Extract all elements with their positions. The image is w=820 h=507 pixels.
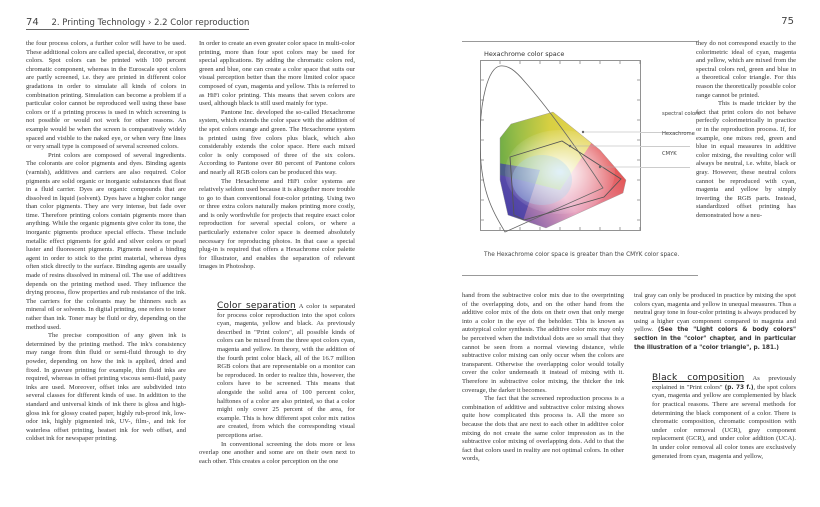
left-column-1 [26,40,186,444]
paragraph: The Hexachrome and HiFi color systems are relatively seldom used because it is altogether more trouble to go to than conventional four-color printing. Using two or three extra colors naturally makes printing more costly, and is only worthwhile for projects that require exact color reproduction for several special colors, or where a particularly extensive color space is deemed absolutely necessary for reproducing photos. In that case a special plug-in is required that offers a Hexachrome color palette for Illustrator, and enables the separation of relevant images in Photoshop. [199,177,355,271]
right-column-1 [462,292,624,464]
callout-hexachrome: Hexachrome [662,131,695,137]
running-head [26,17,249,30]
hexachrome-gamut-diagram [480,60,650,245]
cross-reference: (See the "Light colors & body colors" section in the "color" chapter, and in particular the illustration of a "color triangle", p. 181.) [634,327,796,351]
paragraph: This is made trickier by the fact that print colors do not behave perfectly colorimetrically in practice or in the reproduction process. If, for example, one mixes red, green and blue in equal measures in additive color mixing, the resulting color will always be neutral, i.e. white, black or gray. However, these neutral colors cannot be reproduced with cyan, magenta and yellow by simply inverting the RGB parts. Instead, standardized offset printing has demonstrated how a neu- [696,100,796,219]
figure-title: Hexachrome color space [484,50,565,58]
paragraph-text: tral gray can only be produced in practice by mixing the spot colors cyan, magenta and yellow in unequal measures. Thus a neutral gray tone in four-color printing is always produced by using a higher cyan component compared to magenta and yellow. [634,292,796,334]
callout-cmyk: CMYK [662,151,677,157]
figure-top-rule [462,41,698,42]
paragraph-text: As previously explained in "Print colors" [652,375,797,391]
paragraph: Print colors are composed of several ingredients. The colorants are color pigments and dyes. Binding agents (varnish), additives and carriers are also required. Color pigments are solid organic or inorganic substances that float in a fluid carrier. Dyes are organic compounds that are dissolved in liquid (solvent). Dyes have a higher color range than color pigments. They are very intense, but fade over time. Therefore printing colors contain pigments more than anything. While the organic pigments give color its tone, the inorganic pigments produce special effects. These include metallic effect pigments for gold and silver colors or pearl luster and fluorescent pigments. Pigments need a binding agent in order to stick to the print material, whereas dyes often stick directly to the surface. Binding agents are usually made of resins dissolved in mineral oil. The use of additives depends on the printing method used. They influence the drying process, flow properties and rub resistance of the ink. The carriers for the colorants may be thinners such as mineral oil or solvents. In digital printing, one refers to toner rather than ink. Toner may be fluid or dry, depending on the method used. [26,151,186,331]
paragraph: In conventional screening the dots more or less overlap one another and some are on their own next to each other. This creates a color perception on the one [199,440,355,465]
paragraph: they do not correspond exactly to the colorimetric ideal of cyan, magenta and yellow, which are mixed from the spectral colors red, green and blue in a theoretical color triangle. For this reason the theoretically possible color range cannot be printed. [696,40,796,99]
paragraph: Pantone Inc. developed the so-called Hexachrome system, which extends the color space with the addition of the spot colors orange and green. The Hexachrome system is printed using five colors plus black, which also considerably extends the color space. Here each mixed color is only composed of three of the six colors. According to Pantone over 80 percent of Pantone colors and nearly all RGB colors can be produced this way. [199,108,355,176]
paragraph: A color is separated for process color reproduction into the spot colors cyan, magenta, yellow and black. As previously described in "Print colors", all possible kinds of colors can be mixed from the three spot colors cyan, magenta and yellow. In theory, with the addition of the fourth print color black, all of the 16.7 million RGB colors that are representable on a monitor can be reproduced. In order to realize this, however, the colors have to be screened. This means that alongside the solid area of 100 percent color, halftones of a color are also printed, so that a color might only cover 25 percent of the area, for example. This is how different spot color mix ratios are created, from which the corresponding visual perceptions arise. [217,303,356,439]
black-composition-section [634,374,796,461]
figure-caption: The Hexachrome color space is greater than the CMYK color space. [484,252,680,258]
color-separation-section [199,302,355,441]
breadcrumb: 2. Printing Technology › 2.2 Color reproduction [51,18,250,28]
page-number-right: 75 [781,16,794,27]
paragraph: The precise composition of any given ink is determined by the printing method. The ink's consistency may range from thin fluid or semi-fluid through to dry powder, depending on how the ink is applied, dried and fixed. In gravure printing for example, thin fluid inks are required, whereas in offset printing viscous semi-fluid, pasty inks are used. Moreover, offset inks are subdivided into several classes for different kinds of use. In addition to the standard and universal kinds of ink there is gloss and high-gloss ink for glossy coated paper, highly rub-proof ink, low-odor ink, highly pigmented ink, UV-, film-, and ink for waterless offset printing, heatset ink for web offset, and coldset ink for newspaper printing. [26,332,186,443]
page-reference: (p. 73 f.) [724,384,754,391]
callout-spectral-colors: spectral colors [662,111,700,117]
page-number-left: 74 [26,17,39,28]
callout-leader-hexachrome [640,146,690,147]
hexachrome-gamut-fill [480,100,650,240]
section-heading-black-composition: Black composition [652,373,745,384]
paragraph: hand from the subtractive color mix due to the overprinting of the overlapping dots, and on the other hand from the additive color mix of the dots on their own that only merge into a color in the eye of the beholder. This is known as autotypical color synthesis. The additive color mix may only be perceived when the individual dots are so small that they cannot be seen from a normal viewing distance, while subtractive color mixing can only occur when the colors are transparent. Otherwise the overlapping color would totally cover the color underneath it instead of mixing with it. Therefore in subtractive color mixing, the thicker the ink coverage, the darker it becomes. [462,292,624,394]
paragraph: the four process colors, a further color will have to be used. These additional colors are called special, decorative, or spot colors. Spot colors can be printed with 100 percent chromatic component, whereas in the Euroscale spot colors are partly screened, i.e. they are printed in different color gradations in order to simulate all kinds of colors in combination printing. Simulation can become a problem if a particular color cannot be reproduced well using these base colors or if a printing process is used in which screening is not possible or would not work for other reasons. An example would be when the screen is comparatively widely spaced and visible to the naked eye, or when very fine lines or very small type is composed of several screened colors. [26,40,186,151]
paragraph-text: , the spot colors cyan, magenta and yellow are complemented by black for practical reasons. There are several methods for determining the black component of a color. There is chromatic composition, chromatic composition with under color removal (UCR), gray component replacement (GCR), and under color addition (UCA). In under color removal all color tones are exclusively generated from cyan, magenta and yellow, [652,383,796,460]
right-column-2 [634,292,796,461]
callout-leader-cmyk [640,167,690,168]
figure-bottom-rule [462,275,698,276]
right-narrow-column [696,40,796,220]
section-heading-color-separation: Color separation [217,301,296,312]
left-column-2 [199,40,355,466]
paragraph [634,292,796,352]
paragraph: In order to create an even greater color space in multi-color printing, more than four spot colors may be used for special applications. By adding the chromatic colors red, green and blue, one can create a color space that suits our visual perception better than the more limited color space composed of cyan, magenta and yellow. This is referred to as HiFi color printing. This means that seven colors are used, although black is still used mainly for type. [199,40,355,108]
paragraph: The fact that the screened reproduction process is a combination of additive and subtractive color mixing shows quite how complicated this process is. All the more so because the dots that are next to each other in additive color mixing do not create the same color impression as in the subtractive color mixing of overlapping dots. Add to that the fact that colors used in reality are not optimal colors. In other words, [462,395,624,463]
